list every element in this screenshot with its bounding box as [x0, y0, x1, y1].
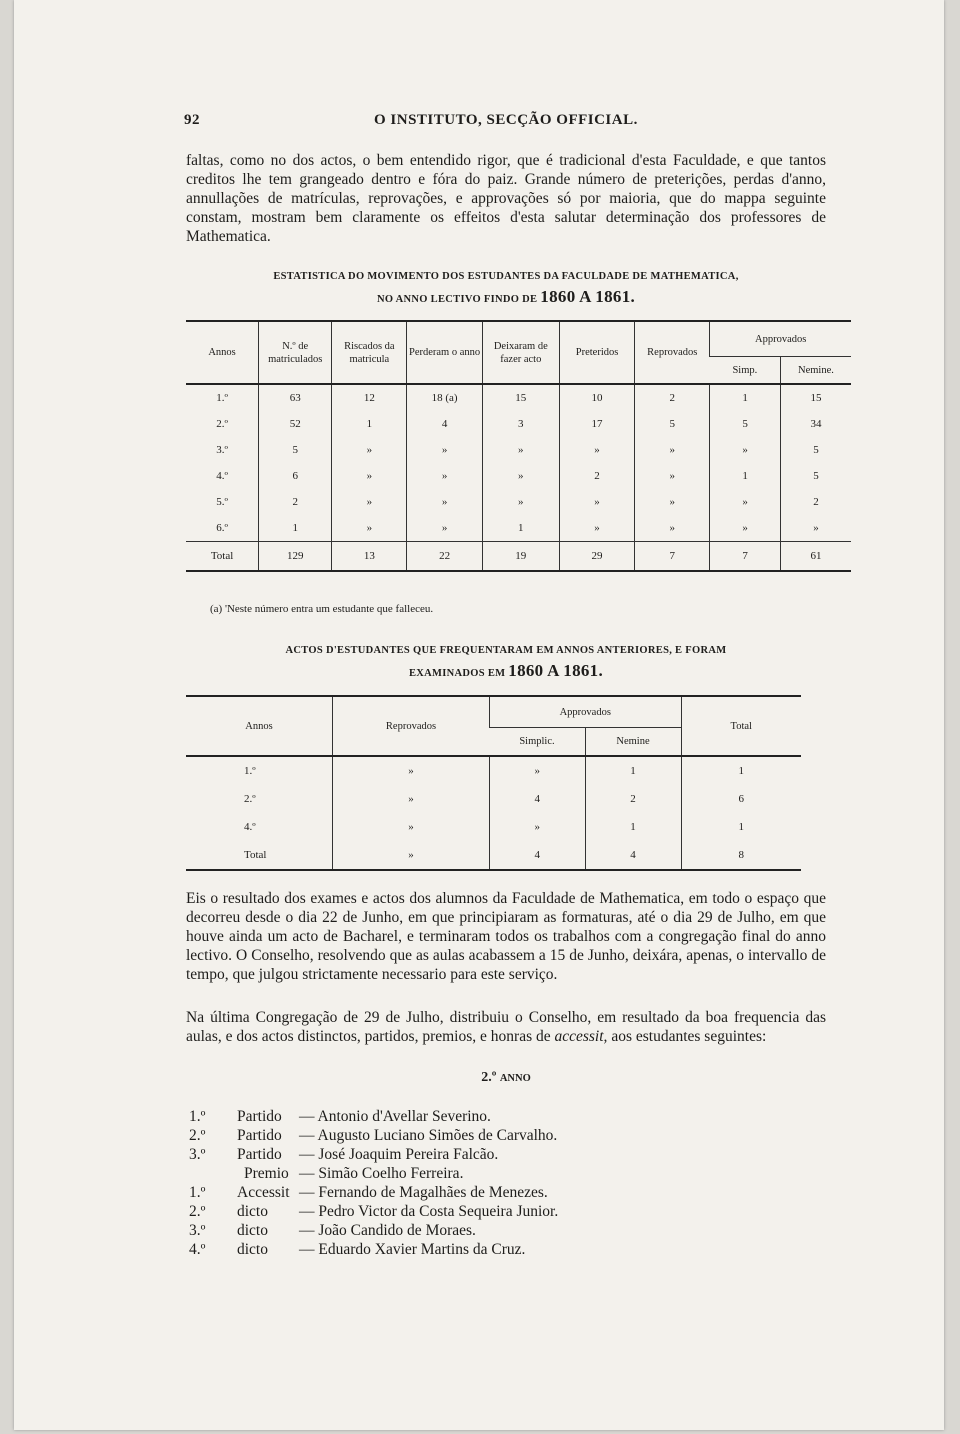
table-cell: 29 — [559, 542, 634, 572]
table-cell: 4 — [407, 411, 482, 437]
awards-intro-paragraph: Na última Congregação de 29 de Julho, distribuiu o Conselho, em resultado da boa frequencia das aulas, e dos actos distinctos, partidos, premios, e honras de accessit, aos estudantes seguintes: — [186, 1009, 826, 1045]
table-cell: 1.º — [216, 391, 228, 404]
table-cell: » — [710, 437, 781, 463]
table-cell: 4.º — [216, 469, 228, 482]
table-cell: » — [333, 841, 490, 870]
table-cell: 5.º — [216, 495, 228, 508]
award-category: dicto — [237, 1203, 268, 1220]
table1-footnote: (a) 'Neste número entra um estudante que falleceu. — [210, 603, 434, 615]
award-recipient: — Pedro Victor da Costa Sequeira Junior. — [299, 1203, 559, 1220]
table2-caption-line2: EXAMINADOS EM 1860 A 1861. — [408, 661, 604, 680]
intro-paragraph: faltas, como no dos actos, o bem entendido rigor, que é tradicional d'esta Faculdade, e que tantos creditos lhe tem grangeado dentro e fóra do paiz. Grande número de preterições, perdas d'anno, annullações de matrículas, reprovações, e approvações só por maioria, que do mappa seguinte constam, mostram bem claramente os effeitos d'esta salutar determinação dos professores de Mathematica. — [186, 152, 826, 245]
table2-caption — [186, 641, 826, 684]
col-perderam: Perderam o anno — [407, 321, 482, 384]
table-cell: » — [333, 785, 490, 813]
award-category: dicto — [237, 1241, 268, 1258]
table-cell: » — [333, 813, 490, 841]
col-reprovados: Reprovados — [635, 321, 710, 384]
award-number: 3.º — [189, 1146, 206, 1163]
table-cell: 63 — [259, 384, 332, 411]
award-recipient: — Augusto Luciano Simões de Carvalho. — [299, 1127, 558, 1144]
table-cell: 1 — [710, 384, 781, 411]
table-cell: 2 — [259, 489, 332, 515]
table-cell: » — [635, 515, 710, 542]
table-cell: 1 — [585, 813, 681, 841]
page-header — [184, 112, 784, 134]
table-cell: 19 — [482, 542, 559, 572]
table-cell: 5 — [780, 437, 851, 463]
table-cell: 1 — [710, 463, 781, 489]
award-category: dicto — [237, 1222, 268, 1239]
table2-caption-years: 1860 A 1861. — [508, 661, 604, 680]
award-recipient: — José Joaquim Pereira Falcão. — [299, 1146, 499, 1163]
table-cell: » — [332, 515, 407, 542]
table-cell: 7 — [710, 542, 781, 572]
table-cell: Total — [186, 542, 259, 572]
table-cell: » — [635, 463, 710, 489]
table1-caption-line1: ESTATISTICA DO MOVIMENTO DOS ESTUDANTES DA FACULDADE DE MATHEMATICA, — [273, 271, 739, 282]
table-total-row — [186, 841, 801, 870]
table-cell: » — [559, 437, 634, 463]
table-cell: 13 — [332, 542, 407, 572]
award-number: 1.º — [189, 1184, 206, 1201]
col-preteridos: Preteridos — [559, 321, 634, 384]
award-recipient: — Antonio d'Avellar Severino. — [299, 1108, 491, 1125]
table-cell: 52 — [259, 411, 332, 437]
table-cell: 3.º — [216, 443, 228, 456]
table2-caption-line1: ACTOS D'ESTUDANTES QUE FREQUENTARAM EM ANNOS ANTERIORES, E FORAM — [285, 645, 727, 656]
table-cell: 18 (a) — [407, 384, 482, 411]
award-number: 2.º — [189, 1127, 206, 1144]
table-cell: » — [710, 515, 781, 542]
table-cell: » — [407, 515, 482, 542]
table-cell: » — [407, 437, 482, 463]
table-cell: » — [559, 489, 634, 515]
table-row — [186, 437, 851, 463]
table1-caption — [186, 267, 826, 310]
table-cell: Total — [244, 848, 267, 861]
table1-caption-line2: NO ANNO LECTIVO FINDO DE 1860 A 1861. — [376, 287, 636, 306]
table-cell: » — [635, 437, 710, 463]
col-annos: Annos — [208, 347, 236, 358]
table-cell: » — [490, 813, 586, 841]
table-cell: 6 — [259, 463, 332, 489]
table-cell: 2.º — [244, 792, 256, 805]
award-category: Partido — [237, 1108, 282, 1125]
table-cell: 8 — [681, 841, 801, 870]
t2-col-approvados: Approvados — [490, 696, 682, 728]
award-recipient: — Eduardo Xavier Martins da Cruz. — [299, 1241, 526, 1258]
table-cell: » — [635, 489, 710, 515]
t2-col-reprovados: Reprovados — [333, 696, 490, 756]
award-recipient: — Simão Coelho Ferreira. — [299, 1165, 464, 1182]
table-cell: 2 — [635, 384, 710, 411]
table-cell: 1 — [259, 515, 332, 542]
table-row — [186, 515, 851, 542]
accessit-term: accessit, — [554, 1028, 608, 1045]
table-cell: 1 — [681, 756, 801, 785]
table-cell: 22 — [407, 542, 482, 572]
table-cell: » — [332, 489, 407, 515]
award-number: 1.º — [189, 1108, 206, 1125]
award-category: Premio — [244, 1165, 289, 1182]
table-row — [186, 411, 851, 437]
table-row — [186, 813, 801, 841]
table-cell: 1.º — [244, 764, 256, 777]
award-category: Partido — [237, 1146, 282, 1163]
table-cell: » — [407, 463, 482, 489]
table-cell: 1 — [482, 515, 559, 542]
table-cell: 61 — [780, 542, 851, 572]
table-cell: 5 — [259, 437, 332, 463]
award-recipient: — Fernando de Magalhães de Menezes. — [299, 1184, 548, 1201]
table-cell: » — [490, 756, 586, 785]
col-deixaram: Deixaram de fazer acto — [482, 321, 559, 384]
table-cell: 4 — [585, 841, 681, 870]
table1-caption-years: 1860 A 1861. — [540, 287, 636, 306]
table-cell: 129 — [259, 542, 332, 572]
page-number: 92 — [184, 112, 200, 128]
t2-col-simplic: Simplic. — [490, 728, 586, 757]
award-category: Accessit — [237, 1184, 290, 1201]
t2-col-annos: Annos — [245, 720, 273, 732]
award-number: 4.º — [189, 1241, 206, 1258]
table-cell: » — [407, 489, 482, 515]
t2-col-total: Total — [681, 696, 801, 756]
table-cell: 5 — [710, 411, 781, 437]
previous-years-exams-table — [186, 695, 801, 871]
table-row — [186, 489, 851, 515]
col-nemine: Nemine. — [780, 357, 851, 385]
table-cell: 5 — [780, 463, 851, 489]
table-cell: 4 — [490, 785, 586, 813]
table-row — [186, 384, 851, 411]
award-number: 2.º — [189, 1203, 206, 1220]
table-total-row — [186, 542, 851, 572]
table-cell: 6 — [681, 785, 801, 813]
table-cell: » — [482, 437, 559, 463]
table-cell: 2.º — [216, 417, 228, 430]
table-cell: » — [780, 515, 851, 542]
table-cell: 2 — [585, 785, 681, 813]
col-approvados: Approvados — [710, 321, 851, 357]
table-cell: 2 — [780, 489, 851, 515]
table-row — [186, 756, 801, 785]
table-cell: 2 — [559, 463, 634, 489]
table-cell: » — [482, 463, 559, 489]
table-cell: 6.º — [216, 521, 228, 534]
table-cell: 4 — [490, 841, 586, 870]
table-cell: » — [332, 437, 407, 463]
table-cell: 34 — [780, 411, 851, 437]
col-simp: Simp. — [710, 357, 781, 385]
student-movement-table — [186, 320, 851, 572]
table-cell: » — [333, 756, 490, 785]
table-cell: » — [710, 489, 781, 515]
table-cell: 4.º — [244, 820, 256, 833]
table-row — [186, 785, 801, 813]
table-cell: 7 — [635, 542, 710, 572]
table-cell: 5 — [635, 411, 710, 437]
col-riscados: Riscados da matricula — [332, 321, 407, 384]
table-cell: 3 — [482, 411, 559, 437]
table-cell: 15 — [482, 384, 559, 411]
table-row — [186, 463, 851, 489]
col-matriculados: N.º de matriculados — [259, 321, 332, 384]
table-cell: » — [482, 489, 559, 515]
document-page — [14, 0, 944, 1430]
award-recipient: — João Candido de Moraes. — [299, 1222, 476, 1239]
table-cell: » — [332, 463, 407, 489]
table-cell: 17 — [559, 411, 634, 437]
results-paragraph: Eis o resultado dos exames e actos dos alumnos da Faculdade de Mathematica, em todo o espaço que decorreu desde o dia 22 de Junho, em que principiaram as formaturas, até o dia 29 de Julho, em que houve ainda um acto de Bacharel, e terminaram todos os trabalhos com a congregação final do anno lectivo. O Conselho, resolvendo que as aulas acabassem a 15 de Junho, deixára, apenas, o intervallo de tempo, que julgou strictamente necessario para este serviço. — [186, 890, 826, 983]
table-cell: » — [559, 515, 634, 542]
award-number: 3.º — [189, 1222, 206, 1239]
table-cell: 10 — [559, 384, 634, 411]
section-heading: 2.º ANNO — [481, 1070, 531, 1085]
table-cell: 15 — [780, 384, 851, 411]
table-cell: 1 — [585, 756, 681, 785]
award-category: Partido — [237, 1127, 282, 1144]
table-cell: 12 — [332, 384, 407, 411]
table-cell: 1 — [681, 813, 801, 841]
t2-col-nemine: Nemine — [585, 728, 681, 757]
running-title: O INSTITUTO, SECÇÃO OFFICIAL. — [374, 112, 638, 128]
table-cell: 1 — [332, 411, 407, 437]
